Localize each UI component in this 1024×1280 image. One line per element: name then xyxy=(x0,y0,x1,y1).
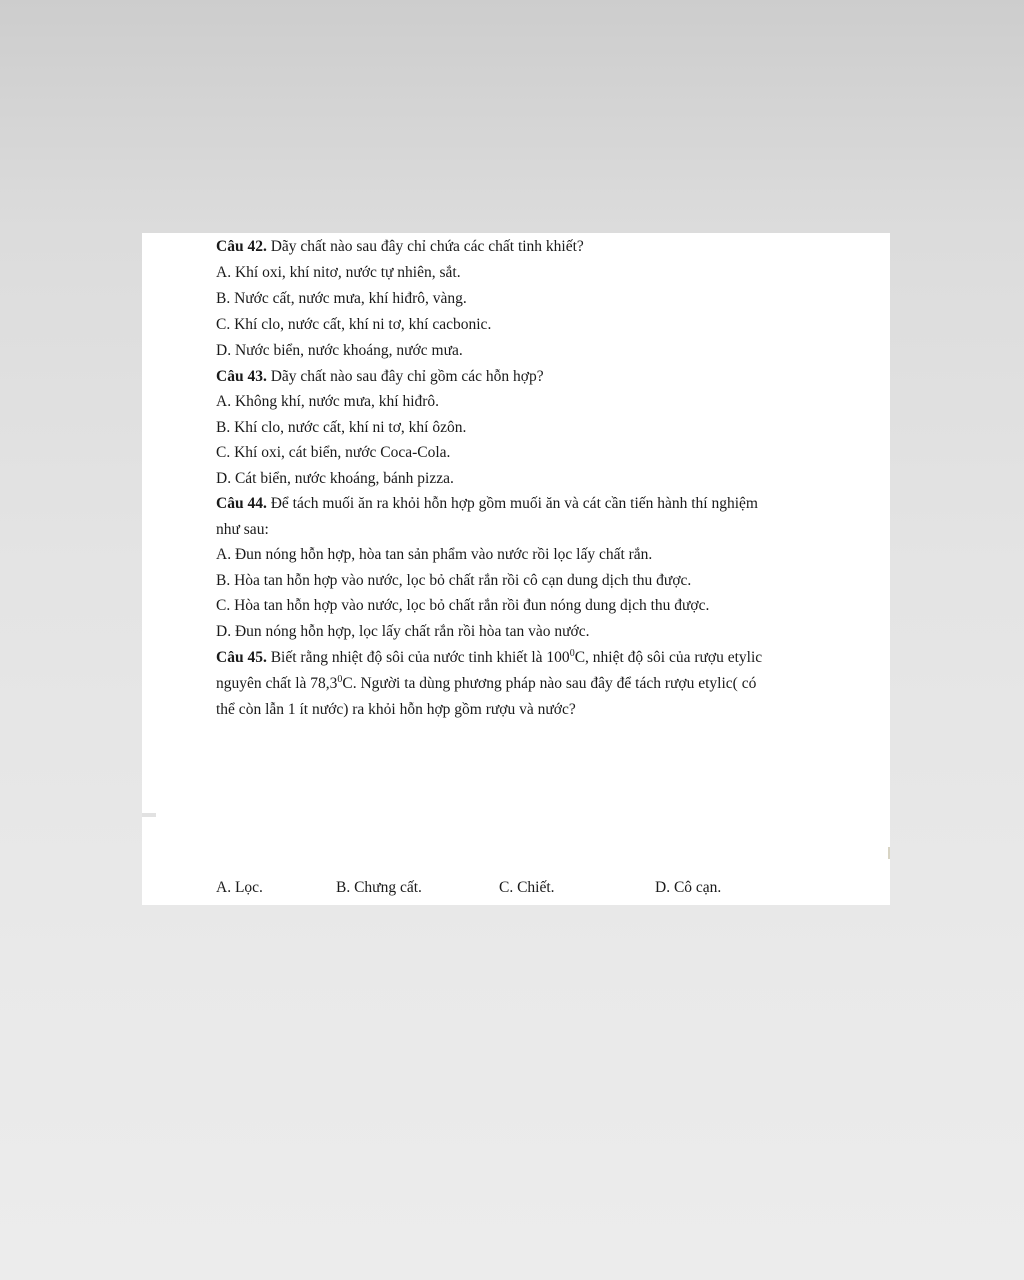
question-label: Câu 43. xyxy=(216,368,267,385)
question-label: Câu 44. xyxy=(216,495,267,512)
question-label: Câu 42. xyxy=(216,238,267,255)
question-text: nguyên chất là 78,3 xyxy=(216,675,338,692)
question-44 xyxy=(216,494,758,514)
option-42-b: B. Nước cất, nước mưa, khí hiđrô, vàng. xyxy=(216,290,467,307)
question-42 xyxy=(216,237,584,257)
question-text: C. Người ta dùng phương pháp nào sau đây để tách rượu etylic( có xyxy=(342,675,757,692)
degree-superscript: 0 xyxy=(569,647,575,659)
edge-mark-right xyxy=(888,847,890,859)
option-42-a: A. Khí oxi, khí nitơ, nước tự nhiên, sắt. xyxy=(216,264,461,281)
question-45-line-3: thể còn lẫn 1 ít nước) ra khỏi hỗn hợp gồm rượu và nước? xyxy=(216,701,576,718)
question-45 xyxy=(216,648,762,668)
question-43 xyxy=(216,367,544,387)
option-45-c: C. Chiết. xyxy=(499,879,555,896)
option-44-b: B. Hòa tan hỗn hợp vào nước, lọc bỏ chất rắn rồi cô cạn dung dịch thu được. xyxy=(216,572,692,589)
option-43-a: A. Không khí, nước mưa, khí hiđrô. xyxy=(216,393,440,410)
question-text: Để tách muối ăn ra khỏi hỗn hợp gồm muối ăn và cát cần tiến hành thí nghiệm xyxy=(266,495,758,512)
question-text: Dãy chất nào sau đây chỉ chứa các chất tinh khiết? xyxy=(266,238,584,255)
option-43-d: D. Cát biển, nước khoáng, bánh pizza. xyxy=(216,470,454,487)
question-text: C, nhiệt độ sôi của rượu etylic xyxy=(574,649,763,666)
question-45-line-2 xyxy=(216,674,756,694)
option-45-d: D. Cô cạn. xyxy=(655,879,722,896)
question-text: Biết rằng nhiệt độ sôi của nước tinh khiết là 100 xyxy=(266,649,570,666)
question-text: Dãy chất nào sau đây chỉ gồm các hỗn hợp? xyxy=(266,368,544,385)
question-44-continued: như sau: xyxy=(216,521,269,538)
option-43-c: C. Khí oxi, cát biển, nước Coca-Cola. xyxy=(216,444,451,461)
degree-superscript: 0 xyxy=(337,673,343,685)
option-44-c: C. Hòa tan hỗn hợp vào nước, lọc bỏ chất rắn rồi đun nóng dung dịch thu được. xyxy=(216,597,710,614)
question-sheet xyxy=(142,233,890,905)
question-label: Câu 45. xyxy=(216,649,267,666)
option-45-a: A. Lọc. xyxy=(216,879,263,896)
option-45-b: B. Chưng cất. xyxy=(336,879,422,896)
edge-mark xyxy=(142,813,156,817)
option-44-a: A. Đun nóng hỗn hợp, hòa tan sản phẩm vào nước rồi lọc lấy chất rắn. xyxy=(216,546,653,563)
option-42-d: D. Nước biển, nước khoáng, nước mưa. xyxy=(216,342,463,359)
option-42-c: C. Khí clo, nước cất, khí ni tơ, khí cacbonic. xyxy=(216,316,492,333)
option-44-d: D. Đun nóng hỗn hợp, lọc lấy chất rắn rồi hòa tan vào nước. xyxy=(216,623,590,640)
option-43-b: B. Khí clo, nước cất, khí ni tơ, khí ôzôn. xyxy=(216,419,467,436)
